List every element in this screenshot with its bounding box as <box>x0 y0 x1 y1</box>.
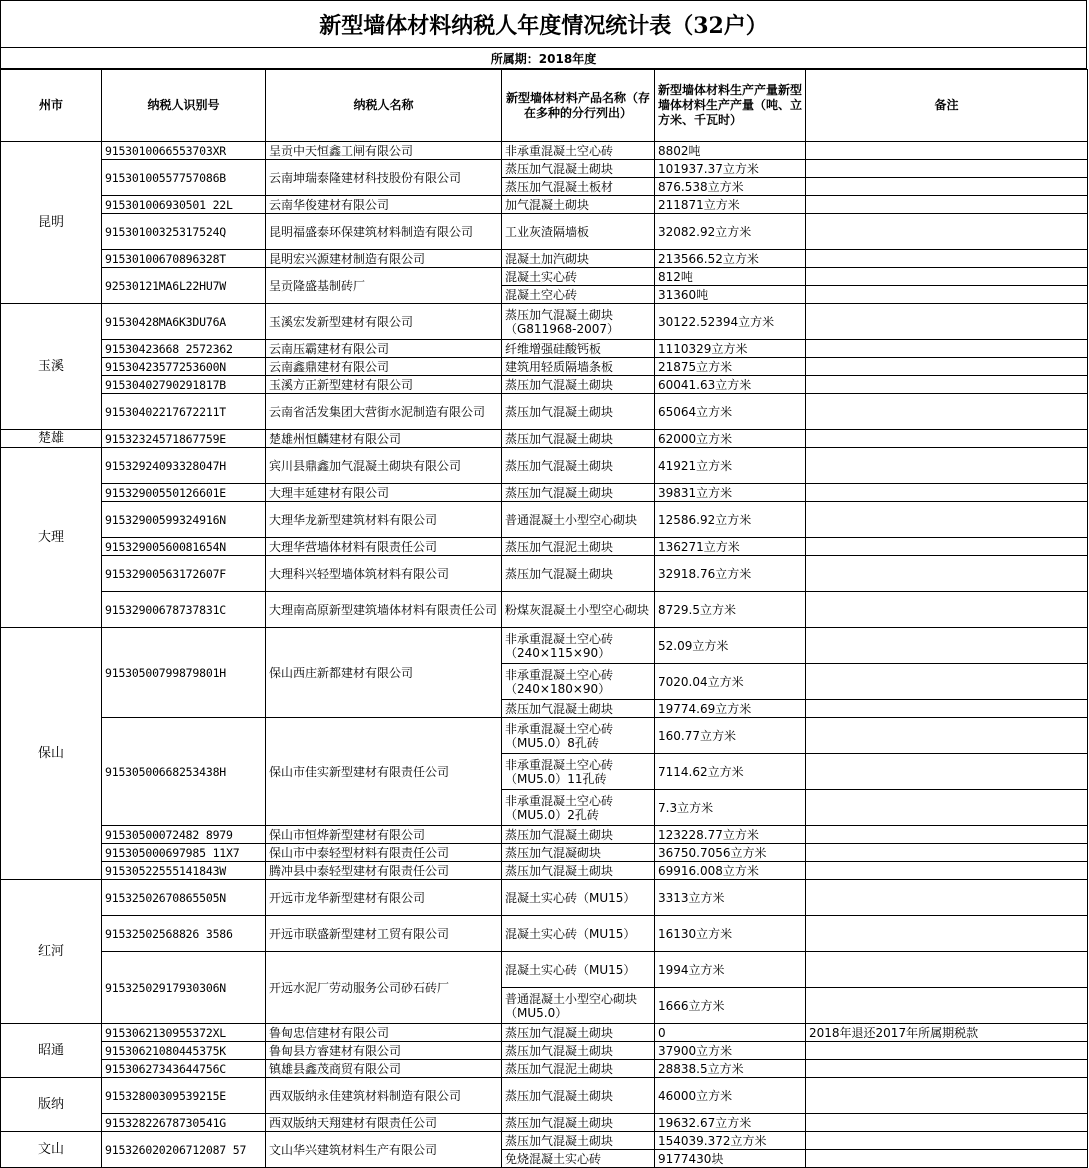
product-cell: 蒸压加气混凝砌块 <box>502 844 655 862</box>
product-cell: 混凝土空心砖 <box>502 286 655 304</box>
taxpayer-id-cell: 91530100325317524Q <box>102 214 266 250</box>
product-cell: 混凝土实心砖（MU15） <box>502 916 655 952</box>
product-cell: 蒸压加气混凝土砌块（G811968-2007） <box>502 304 655 340</box>
product-cell: 非承重混凝土空心砖（MU5.0）2孔砖 <box>502 790 655 826</box>
taxpayer-id-cell: 91532822678730541G <box>102 1114 266 1132</box>
note-cell <box>806 1132 1088 1150</box>
output-cell: 62000立方米 <box>655 430 806 448</box>
table-row <box>1 484 1088 502</box>
note-cell <box>806 286 1088 304</box>
taxpayer-name-cell: 开远市联盛新型建材工贸有限公司 <box>266 916 502 952</box>
product-cell: 非承重混凝土空心砖（MU5.0）11孔砖 <box>502 754 655 790</box>
output-cell: 123228.77立方米 <box>655 826 806 844</box>
table-row <box>1 916 1088 952</box>
taxpayer-name-cell: 保山市恒烨新型建材有限公司 <box>266 826 502 844</box>
output-cell: 30122.52394立方米 <box>655 304 806 340</box>
table-row <box>1 340 1088 358</box>
table-row <box>1 952 1088 988</box>
header-taxpayer-id: 纳税人识别号 <box>102 70 266 142</box>
product-cell: 蒸压加气混凝土砌块 <box>502 394 655 430</box>
output-cell: 7020.04立方米 <box>655 664 806 700</box>
note-cell <box>806 502 1088 538</box>
note-cell <box>806 880 1088 916</box>
taxpayer-name-cell: 云南压霸建材有限公司 <box>266 340 502 358</box>
note-cell <box>806 1150 1088 1168</box>
note-cell <box>806 718 1088 754</box>
note-cell <box>806 142 1088 160</box>
table-row <box>1 718 1088 754</box>
output-cell: 8729.5立方米 <box>655 592 806 628</box>
note-cell <box>806 952 1088 988</box>
output-cell: 7.3立方米 <box>655 790 806 826</box>
table-row <box>1 142 1088 160</box>
output-cell: 0 <box>655 1024 806 1042</box>
note-cell <box>806 250 1088 268</box>
note-cell <box>806 538 1088 556</box>
city-cell: 昆明 <box>1 142 102 304</box>
taxpayer-name-cell: 楚雄州恒麟建材有限公司 <box>266 430 502 448</box>
header-note: 备注 <box>806 70 1088 142</box>
period-label: 所属期：2018年度 <box>0 48 1087 69</box>
taxpayer-name-cell: 玉溪方正新型建材有限公司 <box>266 376 502 394</box>
taxpayer-name-cell: 保山西庄新都建材有限公司 <box>266 628 502 718</box>
table-row <box>1 394 1088 430</box>
product-cell: 非承重混凝土空心砖（MU5.0）8孔砖 <box>502 718 655 754</box>
output-cell: 1110329立方米 <box>655 340 806 358</box>
output-cell: 1994立方米 <box>655 952 806 988</box>
taxpayer-id-cell: 91530423577253600N <box>102 358 266 376</box>
table-row <box>1 1078 1088 1114</box>
header-taxpayer-name: 纳税人名称 <box>266 70 502 142</box>
product-cell: 工业灰渣隔墙板 <box>502 214 655 250</box>
table-row <box>1 214 1088 250</box>
note-cell <box>806 1078 1088 1114</box>
header-product: 新型墙体材料产品名称（存在多种的分行列出） <box>502 70 655 142</box>
taxpayer-id-cell: 9153062130955372XL <box>102 1024 266 1042</box>
output-cell: 52.09立方米 <box>655 628 806 664</box>
output-cell: 12586.92立方米 <box>655 502 806 538</box>
table-row <box>1 844 1088 862</box>
product-cell: 蒸压加气混凝土砌块 <box>502 556 655 592</box>
city-cell: 昭通 <box>1 1024 102 1078</box>
taxpayer-name-cell: 宾川县鼎鑫加气混凝土砌块有限公司 <box>266 448 502 484</box>
output-cell: 37900立方米 <box>655 1042 806 1060</box>
taxpayer-name-cell: 昆明福盛泰环保建筑材料制造有限公司 <box>266 214 502 250</box>
taxpayer-id-cell: 915305000697985 11X7 <box>102 844 266 862</box>
note-cell <box>806 394 1088 430</box>
taxpayer-name-cell: 大理丰延建材有限公司 <box>266 484 502 502</box>
output-cell: 154039.372立方米 <box>655 1132 806 1150</box>
table-row <box>1 1042 1088 1060</box>
table-row <box>1 502 1088 538</box>
table-row <box>1 826 1088 844</box>
product-cell: 蒸压加气混凝土板材 <box>502 178 655 196</box>
taxpayer-name-cell: 大理科兴轻型墙体筑材料有限公司 <box>266 556 502 592</box>
note-cell <box>806 448 1088 484</box>
output-cell: 136271立方米 <box>655 538 806 556</box>
taxpayer-name-cell: 腾冲县中泰轻型建材有限责任公司 <box>266 862 502 880</box>
header-row <box>1 70 1088 142</box>
taxpayer-name-cell: 西双版纳永佳建筑材料制造有限公司 <box>266 1078 502 1114</box>
note-cell <box>806 358 1088 376</box>
taxpayer-name-cell: 鲁甸忠信建材有限公司 <box>266 1024 502 1042</box>
table-row <box>1 1132 1088 1150</box>
note-cell <box>806 214 1088 250</box>
taxpayer-id-cell: 91532502670865505N <box>102 880 266 916</box>
product-cell: 蒸压加气混泥土砌块 <box>502 1060 655 1078</box>
output-cell: 7114.62立方米 <box>655 754 806 790</box>
table-row <box>1 358 1088 376</box>
note-cell <box>806 376 1088 394</box>
output-cell: 36750.7056立方米 <box>655 844 806 862</box>
taxpayer-name-cell: 西双版纳天翔建材有限责任公司 <box>266 1114 502 1132</box>
taxpayer-id-cell: 91530500799879801H <box>102 628 266 718</box>
taxpayer-table <box>0 69 1088 1168</box>
city-cell: 文山 <box>1 1132 102 1168</box>
table-body <box>1 142 1088 1168</box>
taxpayer-id-cell: 91532900563172607F <box>102 556 266 592</box>
taxpayer-id-cell: 91532900599324916N <box>102 502 266 538</box>
product-cell: 蒸压加气混凝土砌块 <box>502 376 655 394</box>
note-cell <box>806 196 1088 214</box>
output-cell: 65064立方米 <box>655 394 806 430</box>
taxpayer-id-cell: 91532324571867759E <box>102 430 266 448</box>
note-cell <box>806 790 1088 826</box>
table-row <box>1 250 1088 268</box>
output-cell: 41921立方米 <box>655 448 806 484</box>
taxpayer-id-cell: 92530121MA6L22HU7W <box>102 268 266 304</box>
product-cell: 蒸压加气混凝土砌块 <box>502 700 655 718</box>
taxpayer-name-cell: 保山市佳实新型建材有限责任公司 <box>266 718 502 826</box>
output-cell: 211871立方米 <box>655 196 806 214</box>
output-cell: 32918.76立方米 <box>655 556 806 592</box>
taxpayer-name-cell: 保山市中泰轻型材料有限责任公司 <box>266 844 502 862</box>
output-cell: 28838.5立方米 <box>655 1060 806 1078</box>
note-cell <box>806 304 1088 340</box>
product-cell: 蒸压加气混凝土砌块 <box>502 160 655 178</box>
taxpayer-name-cell: 玉溪宏发新型建材有限公司 <box>266 304 502 340</box>
table-row <box>1 268 1088 286</box>
product-cell: 普通混凝土小型空心砌块 <box>502 502 655 538</box>
city-cell: 玉溪 <box>1 304 102 430</box>
note-cell: 2018年退还2017年所属期税款 <box>806 1024 1088 1042</box>
product-cell: 非承重混凝土空心砖 <box>502 142 655 160</box>
output-cell: 3313立方米 <box>655 880 806 916</box>
taxpayer-id-cell: 91530627343644756C <box>102 1060 266 1078</box>
product-cell: 纤维增强硅酸钙板 <box>502 340 655 358</box>
note-cell <box>806 628 1088 664</box>
header-city: 州市 <box>1 70 102 142</box>
table-row <box>1 880 1088 916</box>
city-cell: 版纳 <box>1 1078 102 1132</box>
product-cell: 混凝土实心砖（MU15） <box>502 952 655 988</box>
product-cell: 蒸压加气混凝土砌块 <box>502 1114 655 1132</box>
product-cell: 蒸压加气混凝土砌块 <box>502 1042 655 1060</box>
output-cell: 21875立方米 <box>655 358 806 376</box>
table-row <box>1 1114 1088 1132</box>
product-cell: 蒸压加气混泥土砌块 <box>502 538 655 556</box>
product-cell: 普通混凝土小型空心砌块（MU5.0） <box>502 988 655 1024</box>
note-cell <box>806 592 1088 628</box>
table-row <box>1 376 1088 394</box>
taxpayer-name-cell: 云南华俊建材有限公司 <box>266 196 502 214</box>
table-row <box>1 538 1088 556</box>
taxpayer-id-cell: 91530500668253438H <box>102 718 266 826</box>
note-cell <box>806 160 1088 178</box>
product-cell: 蒸压加气混凝土砌块 <box>502 1132 655 1150</box>
table-row <box>1 196 1088 214</box>
table-row <box>1 430 1088 448</box>
taxpayer-id-cell: 91532900560081654N <box>102 538 266 556</box>
note-cell <box>806 988 1088 1024</box>
note-cell <box>806 1114 1088 1132</box>
city-cell: 大理 <box>1 448 102 628</box>
taxpayer-id-cell: 91530522555141843W <box>102 862 266 880</box>
note-cell <box>806 862 1088 880</box>
output-cell: 32082.92立方米 <box>655 214 806 250</box>
product-cell: 混凝土加汽砌块 <box>502 250 655 268</box>
table-row <box>1 1060 1088 1078</box>
output-cell: 19774.69立方米 <box>655 700 806 718</box>
product-cell: 蒸压加气混凝土砌块 <box>502 484 655 502</box>
output-cell: 46000立方米 <box>655 1078 806 1114</box>
taxpayer-name-cell: 文山华兴建筑材料生产有限公司 <box>266 1132 502 1168</box>
note-cell <box>806 1060 1088 1078</box>
table-row <box>1 628 1088 664</box>
output-cell: 31360吨 <box>655 286 806 304</box>
taxpayer-name-cell: 大理华龙新型建筑材料有限公司 <box>266 502 502 538</box>
taxpayer-id-cell: 91530402217672211T <box>102 394 266 430</box>
table-row <box>1 160 1088 178</box>
table-row <box>1 862 1088 880</box>
table-row <box>1 1024 1088 1042</box>
taxpayer-id-cell: 91532900550126601E <box>102 484 266 502</box>
taxpayer-name-cell: 开远市龙华新型建材有限公司 <box>266 880 502 916</box>
taxpayer-id-cell: 91532900678737831C <box>102 592 266 628</box>
taxpayer-id-cell: 91532502917930306N <box>102 952 266 1024</box>
taxpayer-id-cell: 915301006930501 22L <box>102 196 266 214</box>
city-cell: 保山 <box>1 628 102 880</box>
sheet-title: 新型墙体材料纳税人年度情况统计表（32户） <box>0 0 1087 48</box>
product-cell: 蒸压加气混凝土砌块 <box>502 826 655 844</box>
city-cell: 楚雄 <box>1 430 102 448</box>
taxpayer-name-cell: 鲁甸县方睿建材有限公司 <box>266 1042 502 1060</box>
note-cell <box>806 484 1088 502</box>
taxpayer-id-cell: 91530100670896328T <box>102 250 266 268</box>
product-cell: 非承重混凝土空心砖（240×180×90） <box>502 664 655 700</box>
note-cell <box>806 700 1088 718</box>
taxpayer-id-cell: 91532502568826 3586 <box>102 916 266 952</box>
output-cell: 1666立方米 <box>655 988 806 1024</box>
output-cell: 812吨 <box>655 268 806 286</box>
note-cell <box>806 916 1088 952</box>
output-cell: 213566.52立方米 <box>655 250 806 268</box>
note-cell <box>806 556 1088 592</box>
taxpayer-id-cell: 91530621080445375K <box>102 1042 266 1060</box>
product-cell: 蒸压加气混凝土砌块 <box>502 1078 655 1114</box>
taxpayer-id-cell: 91532800309539215E <box>102 1078 266 1114</box>
taxpayer-id-cell: 91530428MA6K3DU76A <box>102 304 266 340</box>
note-cell <box>806 178 1088 196</box>
taxpayer-id-cell: 91530423668 2572362 <box>102 340 266 358</box>
taxpayer-id-cell: 91532924093328047H <box>102 448 266 484</box>
product-cell: 加气混凝土砌块 <box>502 196 655 214</box>
product-cell: 蒸压加气混凝土砌块 <box>502 448 655 484</box>
taxpayer-name-cell: 镇雄县鑫茂商贸有限公司 <box>266 1060 502 1078</box>
taxpayer-name-cell: 大理华营墙体材料有限责任公司 <box>266 538 502 556</box>
taxpayer-id-cell: 9153010066553703XR <box>102 142 266 160</box>
product-cell: 混凝土实心砖 <box>502 268 655 286</box>
taxpayer-name-cell: 云南鑫鼎建材有限公司 <box>266 358 502 376</box>
note-cell <box>806 754 1088 790</box>
note-cell <box>806 340 1088 358</box>
note-cell <box>806 826 1088 844</box>
taxpayer-name-cell: 呈贡中天恒鑫工闸有限公司 <box>266 142 502 160</box>
note-cell <box>806 844 1088 862</box>
note-cell <box>806 430 1088 448</box>
product-cell: 免烧混凝土实心砖 <box>502 1150 655 1168</box>
taxpayer-id-cell: 915326020206712087 57 <box>102 1132 266 1168</box>
output-cell: 39831立方米 <box>655 484 806 502</box>
taxpayer-name-cell: 呈贡隆盛基制砖厂 <box>266 268 502 304</box>
table-row <box>1 448 1088 484</box>
product-cell: 建筑用轻质隔墙条板 <box>502 358 655 376</box>
product-cell: 粉煤灰混凝土小型空心砌块 <box>502 592 655 628</box>
note-cell <box>806 1042 1088 1060</box>
taxpayer-name-cell: 云南省活发集团大营街水泥制造有限公司 <box>266 394 502 430</box>
output-cell: 16130立方米 <box>655 916 806 952</box>
output-cell: 60041.63立方米 <box>655 376 806 394</box>
city-cell: 红河 <box>1 880 102 1024</box>
output-cell: 160.77立方米 <box>655 718 806 754</box>
taxpayer-id-cell: 91530500072482 8979 <box>102 826 266 844</box>
note-cell <box>806 268 1088 286</box>
output-cell: 876.538立方米 <box>655 178 806 196</box>
product-cell: 蒸压加气混凝土砌块 <box>502 430 655 448</box>
output-cell: 8802吨 <box>655 142 806 160</box>
taxpayer-name-cell: 昆明宏兴源建材制造有限公司 <box>266 250 502 268</box>
output-cell: 101937.37立方米 <box>655 160 806 178</box>
taxpayer-id-cell: 91530402790291817B <box>102 376 266 394</box>
taxpayer-id-cell: 91530100557757086B <box>102 160 266 196</box>
output-cell: 19632.67立方米 <box>655 1114 806 1132</box>
product-cell: 非承重混凝土空心砖（240×115×90） <box>502 628 655 664</box>
taxpayer-name-cell: 开远水泥厂劳动服务公司砂石砖厂 <box>266 952 502 1024</box>
table-row <box>1 556 1088 592</box>
product-cell: 蒸压加气混凝土砌块 <box>502 1024 655 1042</box>
output-cell: 69916.008立方米 <box>655 862 806 880</box>
table-row <box>1 304 1088 340</box>
taxpayer-name-cell: 云南坤瑞泰隆建材科技股份有限公司 <box>266 160 502 196</box>
taxpayer-name-cell: 大理南高原新型建筑墙体材料有限责任公司 <box>266 592 502 628</box>
header-output: 新型墙体材料生产产量新型墙体材料生产产量（吨、立方米、千瓦时） <box>655 70 806 142</box>
product-cell: 混凝土实心砖（MU15） <box>502 880 655 916</box>
note-cell <box>806 664 1088 700</box>
output-cell: 9177430块 <box>655 1150 806 1168</box>
product-cell: 蒸压加气混凝土砌块 <box>502 862 655 880</box>
table-row <box>1 592 1088 628</box>
